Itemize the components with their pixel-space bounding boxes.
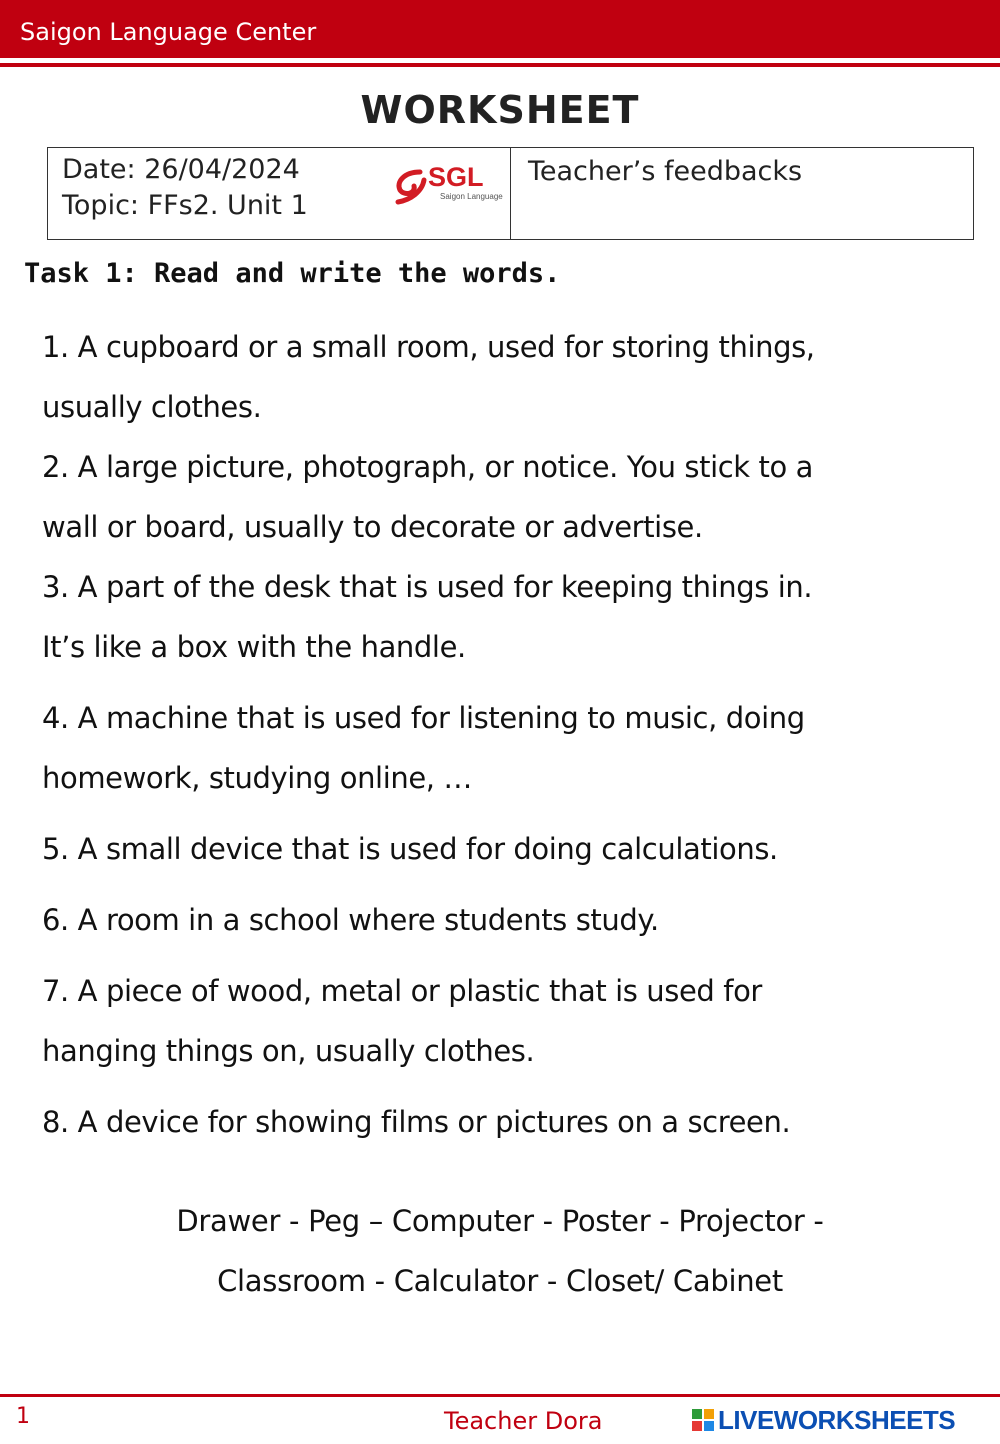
item-line: It’s like a box with the handle.	[42, 630, 466, 664]
topic-text: Topic: FFs2. Unit 1	[62, 190, 308, 221]
word-bank-line-1: Drawer - Peg – Computer - Poster - Projector -	[176, 1204, 824, 1238]
header-divider	[0, 63, 1000, 67]
word-bank-line-2: Classroom - Calculator - Closet/ Cabinet	[217, 1264, 783, 1298]
item-line: wall or board, usually to decorate or advertise.	[42, 510, 703, 544]
item-line: 3. A part of the desk that is used for keeping things in.	[42, 570, 813, 604]
info-left-cell	[48, 148, 511, 239]
page-number: 1	[16, 1404, 30, 1429]
item-line: 8. A device for showing films or pictures on a screen.	[42, 1105, 791, 1139]
header-bar	[0, 0, 1000, 58]
item-line: 2. A large picture, photograph, or notice. You stick to a	[42, 450, 814, 484]
teacher-name: Teacher Dora	[444, 1407, 603, 1435]
item-line: 1. A cupboard or a small room, used for storing things,	[42, 330, 815, 364]
center-name: Saigon Language Center	[20, 18, 317, 46]
info-table	[47, 147, 974, 240]
footer-divider	[0, 1394, 1000, 1397]
page-title: WORKSHEET	[360, 88, 640, 132]
item-line: hanging things on, usually clothes.	[42, 1034, 535, 1068]
date-text: Date: 26/04/2024	[62, 154, 300, 185]
logo-subtext: Saigon Language	[440, 192, 503, 201]
item-line: 4. A machine that is used for listening to music, doing	[42, 701, 805, 735]
liveworksheets-blocks-icon	[692, 1409, 714, 1431]
liveworksheets-logo	[692, 1405, 992, 1437]
item-line: homework, studying online, …	[42, 761, 473, 795]
sgl-logo	[390, 162, 508, 206]
task-heading: Task 1: Read and write the words.	[24, 258, 561, 289]
sgl-swoosh-icon	[390, 166, 430, 206]
item-line: 6. A room in a school where students study.	[42, 903, 659, 937]
item-line: 7. A piece of wood, metal or plastic that is used for	[42, 974, 762, 1008]
item-line: 5. A small device that is used for doing calculations.	[42, 832, 778, 866]
liveworksheets-text: LIVEWORKSHEETS	[718, 1405, 956, 1435]
item-line: usually clothes.	[42, 390, 262, 424]
feedback-label: Teacher’s feedbacks	[528, 156, 803, 187]
logo-text: SGL	[428, 162, 484, 192]
